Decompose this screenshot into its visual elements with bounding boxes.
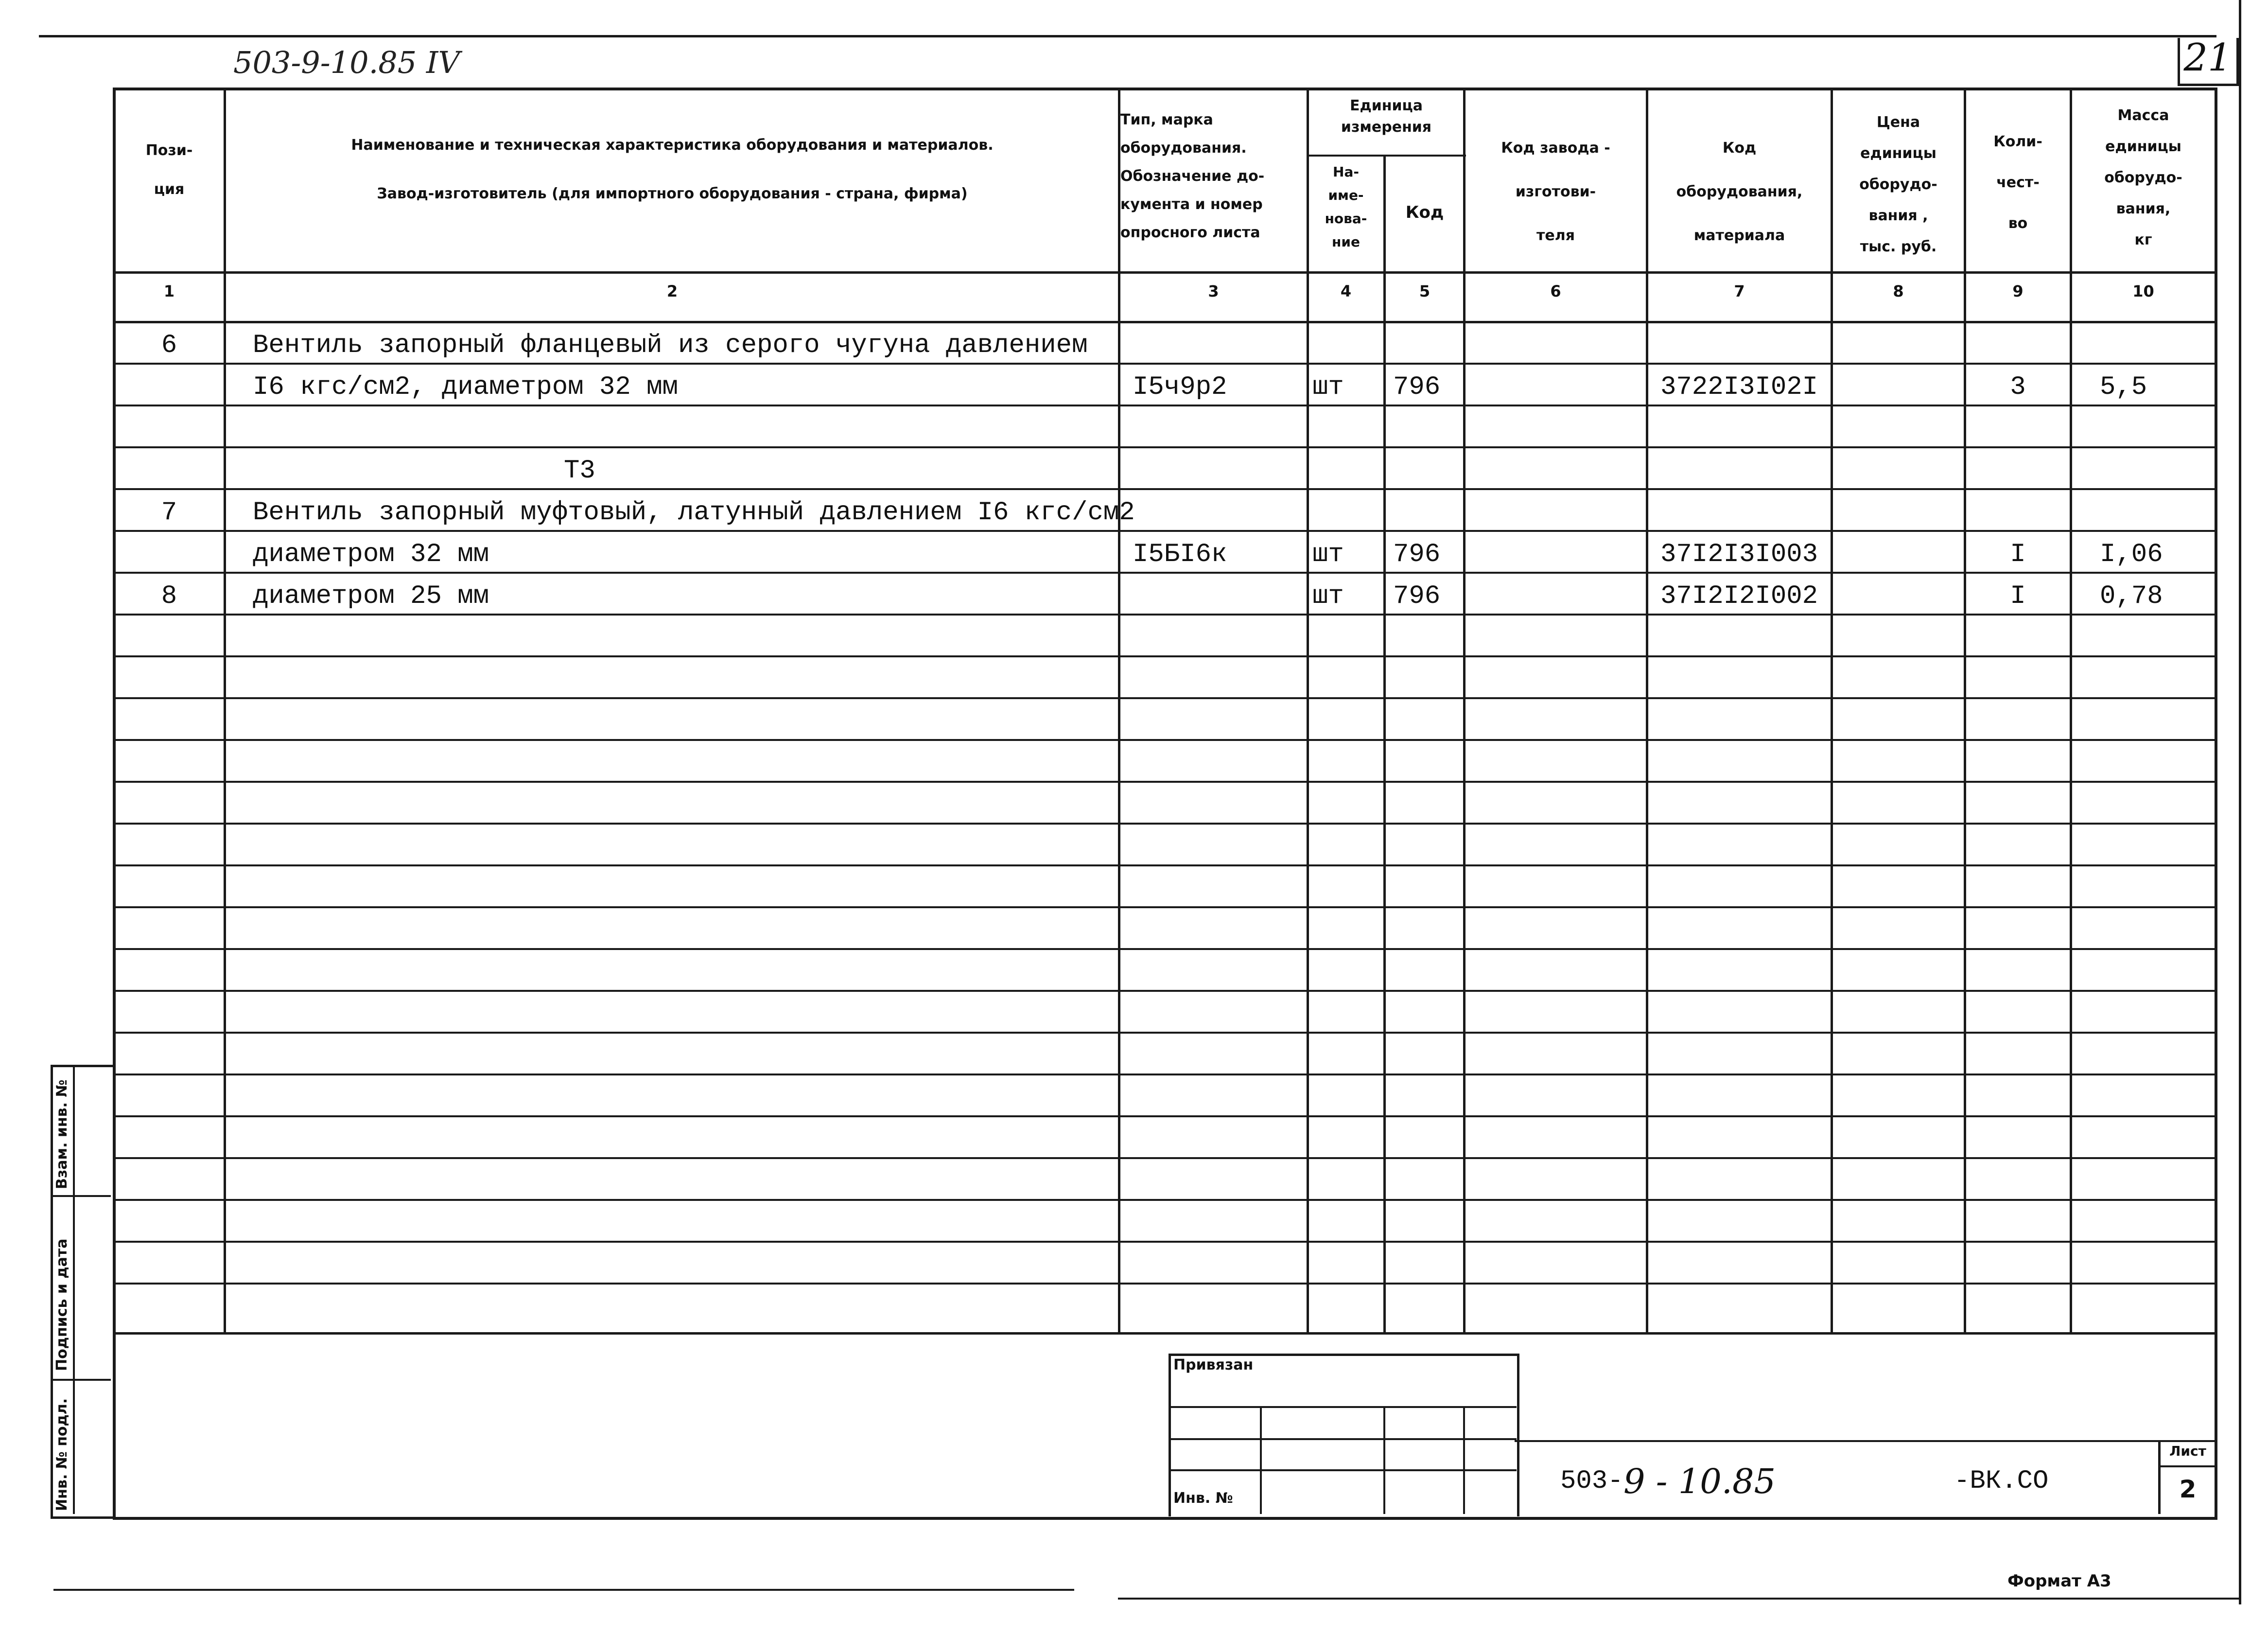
row-line (113, 1032, 2217, 1034)
row-mass: 0,78 (2100, 581, 2163, 611)
col-line-8 (1964, 88, 1966, 1334)
side-label-replaced-inv: Взам. инв. № (53, 1079, 70, 1189)
col-number: 3 (1208, 282, 1219, 300)
side-label-inv-orig: Инв. № подл. (53, 1398, 70, 1511)
row-unit: шт (1312, 372, 1344, 402)
row-quantity: I (2010, 540, 2026, 569)
col-line-5 (1463, 88, 1465, 1334)
doc-code-handwritten: 9 - 10.85 (1623, 1461, 1776, 1501)
col-number: 9 (2012, 282, 2024, 300)
header-position: Пози- ция (145, 142, 193, 198)
row-line (113, 363, 2217, 365)
unit-group-line (1308, 155, 1466, 157)
row-type: I5БI6к (1133, 540, 1227, 569)
inv-label: Инв. № (1173, 1490, 1233, 1507)
row-type: I5ч9р2 (1133, 372, 1227, 402)
outer-right-line (2239, 0, 2241, 1604)
section-title: Т3 (564, 456, 595, 486)
header-equipment-code: Код оборудования, материала (1676, 140, 1803, 244)
row-unit: шт (1312, 581, 1344, 611)
side-stamp-line (51, 1195, 111, 1197)
bound-label: Привязан (1173, 1356, 1254, 1373)
row-name: диаметром 32 мм (253, 540, 489, 569)
row-name: Вентиль запорный муфтовый, латунный давлением I6 кгс/см2 (253, 498, 1135, 528)
row-quantity: 3 (2010, 372, 2026, 402)
sheet-number: 2 (2179, 1475, 2197, 1503)
col-line-3 (1307, 88, 1309, 1334)
row-line (113, 1283, 2217, 1285)
col-line-7 (1831, 88, 1833, 1334)
row-name: диаметром 25 мм (253, 581, 489, 611)
col-number: 1 (163, 282, 175, 300)
row-line (113, 990, 2217, 992)
header-type: Тип, марка оборудования. Обозначение до- кумента и номер опросного листа (1120, 111, 1265, 241)
sheet-box-line (2158, 1465, 2215, 1467)
row-line (113, 1115, 2217, 1117)
col-line-9 (2070, 88, 2072, 1334)
sheet-label: Лист (2169, 1443, 2206, 1459)
header-factory-code: Код завода - изготови- теля (1501, 140, 1610, 244)
row-unit-code: 796 (1393, 581, 1441, 611)
format-label: Формат А3 (2007, 1571, 2111, 1591)
row-unit-code: 796 (1393, 540, 1441, 569)
col-number: 2 (666, 282, 678, 300)
row-name: I6 кгс/см2, диаметром 32 мм (253, 372, 678, 402)
row-line (113, 655, 2217, 657)
row-line (113, 488, 2217, 490)
row-unit: шт (1312, 540, 1344, 569)
header-price: Цена единицы оборудо- вания , тыс. руб. (1859, 114, 1937, 255)
side-label-sign-date: Подпись и дата (53, 1238, 70, 1371)
side-stamp-line (51, 1379, 111, 1381)
colnum-bottom-line (113, 321, 2217, 323)
row-quantity: I (2010, 581, 2026, 611)
header-bottom-line (113, 271, 2217, 274)
row-equipment-code: 37I2I3I003 (1660, 540, 1818, 569)
doc-suffix: -ВК.СО (1954, 1466, 2049, 1496)
row-unit-code: 796 (1393, 372, 1441, 402)
header-unit-group: Единица измерения (1341, 97, 1432, 136)
header-name-line2: Завод-изготовитель (для импортного оборудования - страна, фирма) (377, 185, 968, 202)
bottom-edge-line (1118, 1598, 2241, 1600)
row-equipment-code: 37I2I2I002 (1660, 581, 1818, 611)
header-mass: Масса единицы оборудо- вания, кг (2104, 107, 2182, 248)
col-line-6 (1646, 88, 1648, 1334)
row-line (113, 697, 2217, 699)
bound-vline (1463, 1406, 1465, 1514)
row-line (113, 614, 2217, 616)
col-line-2 (1118, 88, 1120, 1334)
bound-vline (1260, 1406, 1262, 1514)
corner-page-number: 21 (2183, 36, 2232, 80)
col-number: 5 (1419, 282, 1431, 300)
header-unit-code: Код (1405, 203, 1444, 222)
row-line (113, 739, 2217, 741)
side-stamp-divider (73, 1065, 75, 1514)
row-line (113, 906, 2217, 908)
top-edge-line (39, 35, 2216, 37)
row-line (113, 405, 2217, 406)
bottom-edge-line (53, 1589, 1074, 1591)
row-line (113, 864, 2217, 866)
row-line (113, 530, 2217, 532)
col-line-1 (224, 88, 226, 1334)
row-equipment-code: 3722I3I02I (1660, 372, 1818, 402)
col-number: 10 (2132, 282, 2154, 300)
row-line (113, 823, 2217, 825)
row-mass: 5,5 (2100, 372, 2147, 402)
row-mass: I,06 (2100, 540, 2163, 569)
row-name: Вентиль запорный фланцевый из серого чугуна давлением (253, 331, 1088, 360)
header-name-line1: Наименование и техническая характеристика оборудования и материалов. (351, 137, 994, 154)
row-position: 6 (161, 331, 177, 360)
row-line (113, 446, 2217, 448)
doc-code-printed: 503- (1560, 1466, 1623, 1496)
row-line (113, 1199, 2217, 1201)
header-quantity: Коли- чест- во (1993, 133, 2042, 232)
row-line (113, 1074, 2217, 1075)
row-line (113, 948, 2217, 950)
col-number: 8 (1893, 282, 1904, 300)
row-line (113, 1157, 2217, 1159)
col-number: 4 (1340, 282, 1352, 300)
title-block-top (1515, 1440, 2215, 1442)
row-position: 8 (161, 581, 177, 611)
row-line (113, 572, 2217, 574)
main-frame (113, 88, 2217, 1520)
col-number: 7 (1734, 282, 1745, 300)
bound-vline (1383, 1406, 1385, 1514)
col-number: 6 (1550, 282, 1561, 300)
row-line (113, 1241, 2217, 1243)
handwritten-code: 503-9-10.85 IV (233, 45, 460, 80)
row-position: 7 (161, 498, 177, 528)
row-line (113, 781, 2217, 783)
header-unit-name: На- име- нова- ние (1325, 164, 1367, 250)
table-bottom-line (113, 1332, 2217, 1335)
